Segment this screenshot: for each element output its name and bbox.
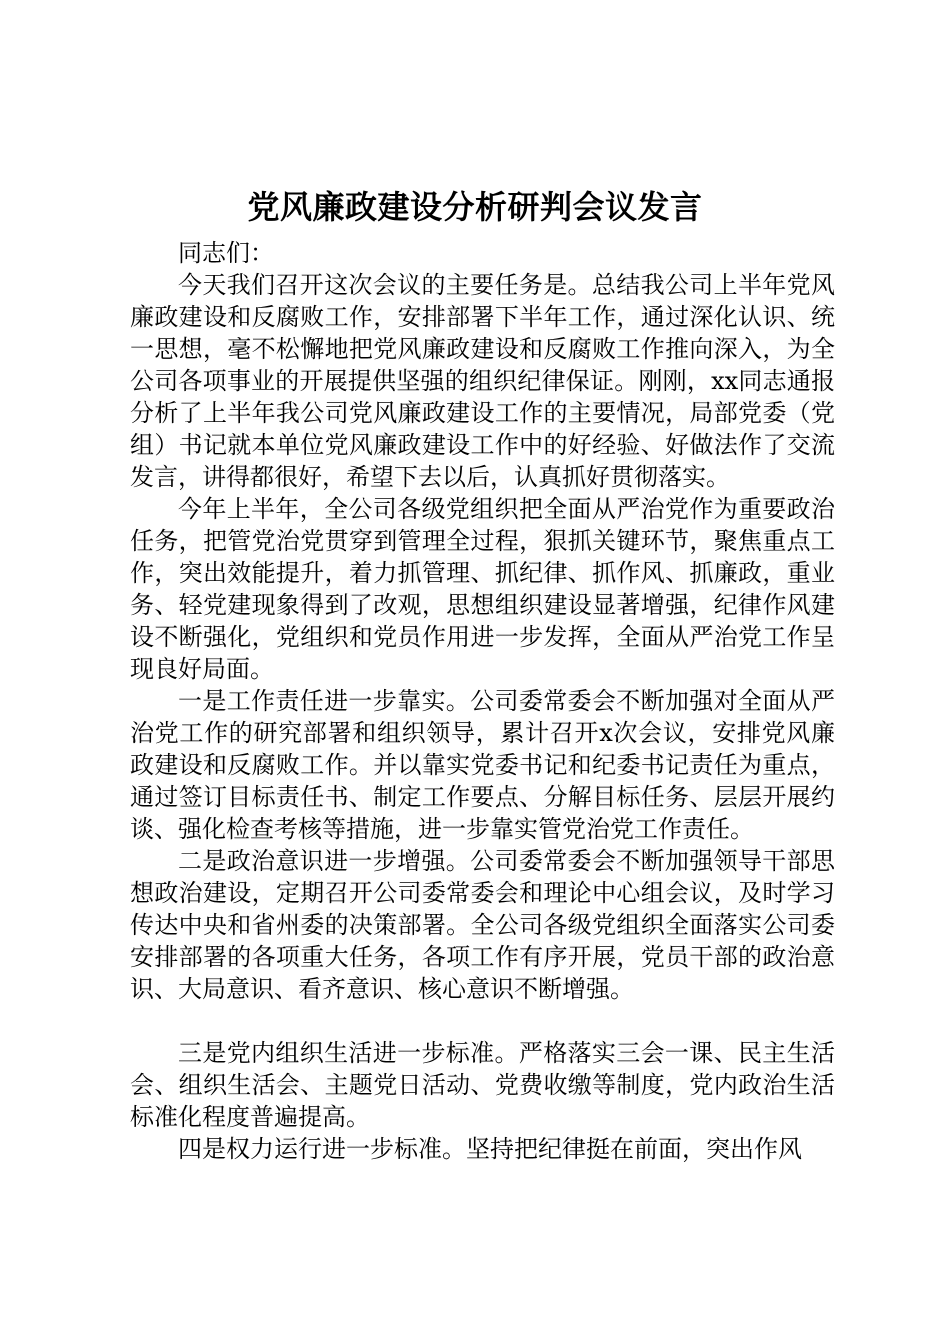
paragraph-point-three: 三是党内组织生活进一步标准。严格落实三会一课、民主生活会、组织生活会、主题党日活动、党费收缴等制度，党内政治生活标准化程度普遍提高。 [130,1039,835,1131]
document-body [130,237,835,1165]
paragraph-point-four: 四是权力运行进一步标准。坚持把纪律挺在前面，突出作风 [178,1135,802,1163]
paragraph-point-one: 一是工作责任进一步靠实。公司委常委会不断加强对全面从严治党工作的研究部署和组织领导，累计召开x次会议，安排党风廉政建设和反腐败工作。并以靠实党委书记和纪委书记责任为重点，通过签订目标责任书、制定工作要点、分解目标任务、层层开展约谈、强化检查考核等措施，进一步靠实管党治党工作责任。 [130,687,835,843]
document-title: 党风廉政建设分析研判会议发言 [247,188,703,226]
greeting: 同志们： [178,239,274,267]
paragraph-overview: 今年上半年，全公司各级党组织把全面从严治党作为重要政治任务，把管党治党贯穿到管理全过程，狠抓关键环节，聚焦重点工作，突出效能提升，着力抓管理、抓纪律、抓作风、抓廉政，重业务、轻党建现象得到了改观，思想组织建设显著增强，纪律作风建设不断强化，党组织和党员作用进一步发挥，全面从严治党工作呈现良好局面。 [130,495,835,683]
paragraph-point-two: 二是政治意识进一步增强。公司委常委会不断加强领导干部思想政治建设，定期召开公司委常委会和理论中心组会议，及时学习传达中央和省州委的决策部署。全公司各级党组织全面落实公司委安排部署的各项重大任务，各项工作有序开展，党员干部的政治意识、大局意识、看齐意识、核心意识不断增强。 [130,847,835,1003]
paragraph-opening: 今天我们召开这次会议的主要任务是。总结我公司上半年党风廉政建设和反腐败工作，安排部署下半年工作，通过深化认识、统一思想，毫不松懈地把党风廉政建设和反腐败工作推向深入，为全公司各项事业的开展提供坚强的组织纪律保证。刚刚，xx同志通报分析了上半年我公司党风廉政建设工作的主要情况，局部党委（党组）书记就本单位党风廉政建设工作中的好经验、好做法作了交流发言，讲得都很好，希望下去以后，认真抓好贯彻落实。 [130,271,835,491]
